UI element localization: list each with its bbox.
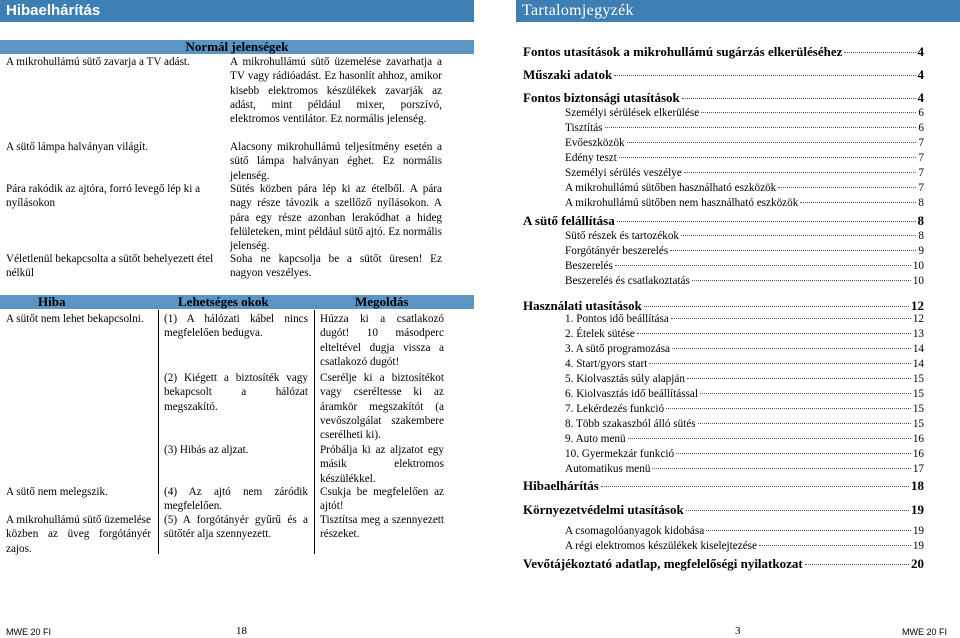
toc-leader-dots (805, 564, 909, 565)
toc-entry-page: 15 (912, 388, 924, 400)
toc-entry[interactable] (523, 213, 924, 229)
toc-entry-title: 7. Lekérdezés funkció (565, 403, 665, 415)
fault-row-1-cause-1: (1) A hálózati kábel nincs megfelelően bedugva. (164, 313, 308, 340)
toc-entry-page: 20 (911, 556, 924, 571)
toc-leader-dots (652, 468, 910, 469)
toc-leader-dots (686, 510, 909, 511)
toc-entry-title: 2. Ételek sütése (565, 328, 635, 340)
toc-leader-dots (628, 438, 911, 439)
toc-entry-title: A sütő felállítása (523, 213, 615, 228)
fault-row-1-fault: A sütőt nem lehet bekapcsolni. (6, 313, 144, 325)
toc-entry[interactable] (565, 525, 924, 537)
toc-leader-dots (617, 221, 916, 222)
toc-entry[interactable] (565, 137, 924, 149)
toc-leader-dots (700, 393, 911, 394)
fault-row-1-cause-3: (3) Hibás az aljzat. (164, 444, 249, 456)
toc-entry[interactable] (565, 388, 924, 400)
toc-entry-page: 8 (918, 230, 924, 242)
toc-entry-title: Személyi sérülés veszélye (565, 167, 682, 179)
normal-row-4-phenomenon: Véletlenül bekapcsolta a sütőt behelyezett étel nélkül (6, 253, 214, 280)
toc-entry-title: 8. Több szakaszból álló sütés (565, 418, 696, 430)
fault-row-1-solution-1: Húzza ki a csatlakozó dugót! 10 másodperc elteltével dugja vissza a csatlakozó dugót! (320, 313, 444, 368)
toc-entry-page: 14 (912, 343, 924, 355)
toc-entry-title: Vevőtájékoztató adatlap, megfelelőségi nyilatkozat (523, 556, 803, 571)
toc-entry-page: 19 (911, 502, 924, 517)
toc-entry-page: 14 (912, 358, 924, 370)
toc-leader-dots (627, 142, 917, 143)
toc-entry[interactable] (565, 167, 924, 179)
toc-entry-title: Fontos utasítások a mikrohullámú sugárzás elkerüléséhez (523, 44, 843, 59)
normal-row-2-explanation: Alacsony mikrohullámú teljesítmény esetén a sütő lámpa halványan éghet. Ez normális jelenség. (230, 141, 442, 182)
right-page-header: Tartalomjegyzék (516, 0, 960, 22)
toc-leader-dots (672, 348, 911, 349)
toc-leader-dots (649, 363, 910, 364)
toc-entry-title: Fontos biztonsági utasítások (523, 90, 680, 105)
toc-entry-page: 19 (912, 540, 924, 552)
fault-table-divider-1 (158, 310, 159, 554)
toc-entry-title: A mikrohullámú sütőben használható eszközök (565, 182, 777, 194)
fault-column-header: Hiba (38, 294, 66, 309)
toc-entry[interactable] (523, 67, 924, 83)
toc-entry-page: 9 (918, 245, 924, 257)
toc-entry-title: Környezetvédelmi utasítások (523, 502, 684, 517)
toc-entry-title: Automatikus menü (565, 463, 651, 475)
normal-row-1-explanation: A mikrohullámú sütő üzemelése zavarhatja a TV vagy rádióadást. Ez hasonlít ahhoz, amikor kisebb elektromos készülékek zavarják az adást, mint például mixer, porszívó, elektromos ventilátor. Ez normális jelenség. (230, 56, 442, 126)
fault-row-2-fault: A sütő nem melegszik. (6, 486, 108, 498)
toc-leader-dots (687, 378, 911, 379)
toc-entry-title: 9. Auto menü (565, 433, 626, 445)
toc-entry-page: 7 (918, 167, 924, 179)
solution-column-header: Megoldás (355, 294, 409, 309)
toc-leader-dots (701, 112, 916, 113)
toc-entry-page: 8 (917, 213, 924, 228)
normal-row-3-explanation: Sütés közben pára lép ki az ételből. A pára nagy része távozik a szellőző nyílásokon. A pára egy része azonban lerakódhat a hideg felületeken, mint például sütő ajtó. Ez normális jelenség. (230, 183, 442, 253)
toc-entry[interactable] (565, 197, 924, 209)
toc-entry-title: Evőeszközök (565, 137, 625, 149)
toc-leader-dots (698, 423, 911, 424)
toc-leader-dots (671, 318, 911, 319)
toc-entry-page: 10 (912, 275, 924, 287)
toc-entry-title: Műszaki adatok (523, 67, 613, 82)
toc-entry-title: Beszerelés (565, 260, 613, 272)
toc-entry-title: A régi elektromos készülékek kiselejtezése (565, 540, 757, 552)
left-page-number: 18 (236, 625, 247, 637)
toc-leader-dots (614, 75, 915, 76)
toc-entry[interactable] (565, 313, 924, 325)
toc-entry[interactable] (565, 433, 924, 445)
toc-entry-title: Használati utasítások (523, 298, 642, 313)
fault-row-2-cause-1: (4) Az ajtó nem záródik megfelelően. (164, 486, 308, 513)
toc-entry-title: 10. Gyermekzár funkció (565, 448, 675, 460)
fault-row-3-cause-1: (5) A forgótányér gyűrű és a sütőtér alja szennyezett. (164, 514, 308, 541)
toc-entry-title: Forgótányér beszerelés (565, 245, 669, 257)
toc-entry[interactable] (565, 230, 924, 242)
toc-entry-page: 16 (912, 433, 924, 445)
toc-entry[interactable] (565, 373, 924, 385)
toc-entry-page: 4 (917, 90, 924, 105)
toc-entry[interactable] (565, 152, 924, 164)
toc-leader-dots (637, 333, 911, 334)
toc-leader-dots (619, 157, 917, 158)
toc-entry-page: 7 (918, 152, 924, 164)
left-footer-model: MWE 20 FI (6, 627, 52, 637)
toc-leader-dots (681, 235, 916, 236)
normal-row-2-phenomenon: A sütő lámpa halványan világít. (6, 141, 148, 153)
toc-entry-title: 3. A sütő programozása (565, 343, 671, 355)
toc-leader-dots (800, 202, 916, 203)
toc-entry-page: 4 (917, 44, 924, 59)
toc-entry[interactable] (565, 328, 924, 340)
toc-entry[interactable] (565, 540, 924, 552)
fault-row-1-solution-2: Cserélje ki a biztosítékot vagy cseréltesse ki az áramkör megszakítót (a vevőszolgálat szakembere cserélheti ki). (320, 372, 444, 442)
toc-entry-page: 7 (918, 182, 924, 194)
toc-entry-title: Sütő részek és tartozékok (565, 230, 680, 242)
toc-leader-dots (644, 306, 909, 307)
toc-entry-page: 6 (918, 107, 924, 119)
fault-table-divider-2 (314, 310, 315, 554)
left-page-header: Hibaelhárítás (0, 0, 474, 22)
right-footer-model: MWE 20 FI (902, 627, 948, 637)
toc-entry[interactable] (523, 44, 924, 60)
toc-entry-page: 15 (912, 373, 924, 385)
toc-entry-title: Személyi sérülések elkerülése (565, 107, 700, 119)
toc-entry-page: 4 (917, 67, 924, 82)
toc-entry-page: 15 (912, 418, 924, 430)
toc-leader-dots (601, 486, 909, 487)
toc-entry-page: 12 (912, 313, 924, 325)
fault-row-2-solution-1: Csukja be megfelelően az ajtót! (320, 486, 444, 513)
toc-leader-dots (706, 530, 911, 531)
normal-row-1-phenomenon: A mikrohullámú sütő zavarja a TV adást. (6, 56, 190, 68)
normal-row-4-explanation: Soha ne kapcsolja be a sütőt üresen! Ez nagyon veszélyes. (230, 253, 442, 280)
toc-entry[interactable] (523, 502, 924, 518)
toc-entry[interactable] (565, 418, 924, 430)
fault-row-1-solution-3: Próbálja ki az aljzatot egy másik elektromos készülékkel. (320, 444, 444, 485)
toc-entry-page: 18 (911, 478, 924, 493)
fault-row-3-fault: A mikrohullámú sütő üzemelése közben az üveg forgótányér zajos. (6, 514, 151, 555)
toc-entry-title: 1. Pontos idő beállítása (565, 313, 669, 325)
normal-row-3-phenomenon: Pára rakódik az ajtóra, forró levegő lép ki a nyílásokon (6, 183, 201, 210)
toc-entry[interactable] (523, 298, 924, 314)
fault-row-3-solution-1: Tisztítsa meg a szennyezett részeket. (320, 514, 444, 541)
toc-entry[interactable] (523, 478, 924, 494)
toc-entry-title: Tisztítás (565, 122, 603, 134)
toc-leader-dots (692, 280, 911, 281)
toc-leader-dots (844, 52, 915, 53)
causes-column-header: Lehetséges okok (178, 294, 269, 309)
toc-leader-dots (759, 545, 911, 546)
toc-entry-title: 5. Kiolvasztás súly alapján (565, 373, 685, 385)
toc-entry-title: Hibaelhárítás (523, 478, 599, 493)
toc-entry[interactable] (523, 90, 924, 106)
toc-entry-page: 12 (911, 298, 924, 313)
toc-entry-page: 6 (918, 122, 924, 134)
toc-entry-title: 4. Start/gyors start (565, 358, 648, 370)
toc-entry-page: 8 (918, 197, 924, 209)
toc-entry[interactable] (565, 448, 924, 460)
toc-entry-title: A mikrohullámú sütőben nem használható eszközök (565, 197, 799, 209)
toc-entry-page: 13 (912, 328, 924, 340)
toc-leader-dots (676, 453, 911, 454)
toc-entry[interactable] (565, 245, 924, 257)
normal-section-title: Normál jelenségek (185, 39, 289, 54)
toc-leader-dots (778, 187, 916, 188)
toc-entry[interactable] (565, 275, 924, 287)
toc-leader-dots (615, 265, 911, 266)
toc-entry-page: 16 (912, 448, 924, 460)
toc-leader-dots (605, 127, 917, 128)
toc-entry[interactable] (565, 122, 924, 134)
right-page-number: 3 (735, 625, 741, 637)
toc-entry-title: Edény teszt (565, 152, 617, 164)
toc-leader-dots (684, 172, 917, 173)
toc-entry[interactable] (565, 343, 924, 355)
toc-entry[interactable] (565, 107, 924, 119)
toc-leader-dots (666, 408, 911, 409)
toc-entry[interactable] (565, 260, 924, 272)
toc-entry[interactable] (523, 556, 924, 572)
toc-entry[interactable] (565, 403, 924, 415)
fault-row-1-cause-2: (2) Kiégett a biztosíték vagy bekapcsolt a hálózat megszakító. (164, 372, 308, 413)
toc-entry-page: 7 (918, 137, 924, 149)
toc-leader-dots (682, 98, 916, 99)
toc-entry-page: 10 (912, 260, 924, 272)
toc-entry[interactable] (565, 463, 924, 475)
toc-leader-dots (670, 250, 916, 251)
toc-entry-title: A csomagolóanyagok kidobása (565, 525, 705, 537)
toc-entry[interactable] (565, 182, 924, 194)
toc-entry-title: 6. Kiolvasztás idő beállítással (565, 388, 698, 400)
toc-entry-page: 19 (912, 525, 924, 537)
toc-entry[interactable] (565, 358, 924, 370)
toc-entry-page: 15 (912, 403, 924, 415)
toc-entry-title: Beszerelés és csatlakoztatás (565, 275, 690, 287)
toc-entry-page: 17 (912, 463, 924, 475)
